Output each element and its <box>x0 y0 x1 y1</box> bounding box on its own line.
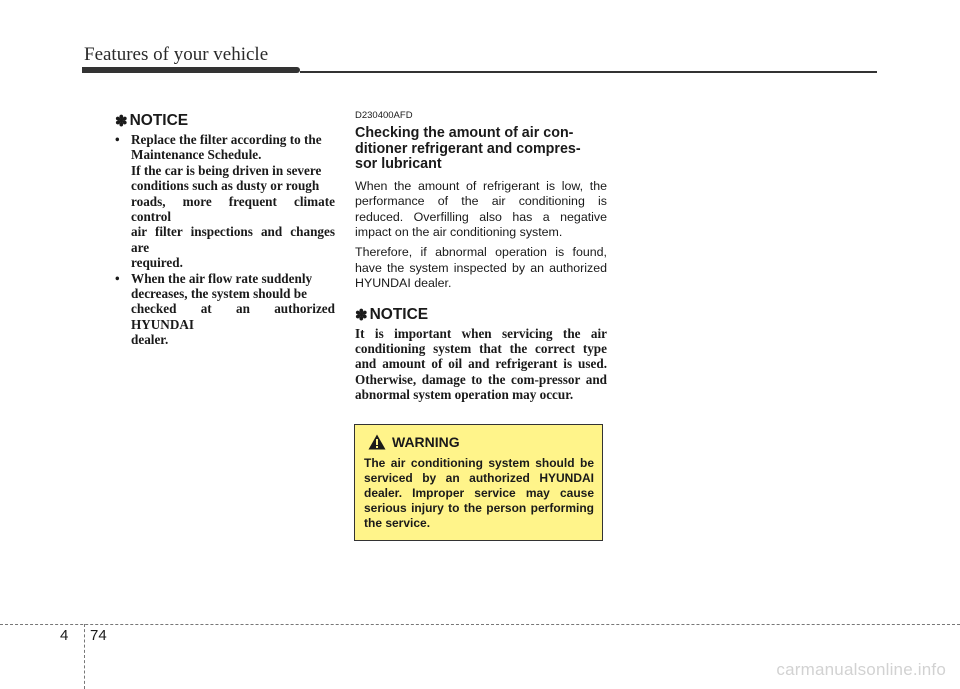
left-column <box>115 112 335 348</box>
bullet-line: decreases, the system should be <box>131 286 307 302</box>
list-item <box>115 132 335 271</box>
warning-text: The air conditioning system should be serviced by an authorized HYUNDAI dealer. Improper service may cause serious injury to the person performing the service. <box>364 456 594 531</box>
header-bar <box>82 67 300 73</box>
footer-vertical-divider <box>84 624 85 689</box>
bullet-line: checked at an authorized HYUNDAI <box>131 301 335 332</box>
bullet-line: When the air flow rate suddenly <box>131 270 313 286</box>
bullet-line: Replace the filter according to the <box>131 132 322 147</box>
footer-divider <box>0 624 960 625</box>
right-column <box>355 110 607 403</box>
notice-heading <box>355 306 607 324</box>
header-rule <box>300 71 877 73</box>
bullet-icon: • <box>115 270 120 286</box>
notice-text: It is important when servicing the air conditioning system that the correct type and amount of oil and refrigerant is used. Otherwise, damage to the com-pressor and abnormal system operation may occur. <box>355 325 607 403</box>
page-title: Features of your vehicle <box>84 44 269 65</box>
bullet-line: conditions such as dusty or rough <box>131 178 320 194</box>
bullet-line: roads, more frequent climate control <box>131 193 335 225</box>
notice-title: NOTICE <box>129 112 189 129</box>
body-paragraph: Therefore, if abnormal operation is found, have the system inspected by an authorized HYUNDAI dealer. <box>355 245 607 291</box>
bullet-icon: • <box>115 132 120 147</box>
section-code: D230400AFD <box>355 110 413 121</box>
notice-title: NOTICE <box>369 305 429 323</box>
notice-heading <box>115 112 335 130</box>
heading-line: sor lubricant <box>355 156 442 173</box>
bullet-line: If the car is being driven in severe <box>131 162 322 178</box>
section-heading <box>355 126 607 173</box>
bullet-line: required. <box>131 255 183 271</box>
warning-heading <box>368 434 594 450</box>
warning-label: WARNING <box>392 434 460 450</box>
notice-block <box>355 306 607 403</box>
body-paragraph: When the amount of refrigerant is low, the performance of the air conditioning is reduced. Overfilling also has a negative impact on the air conditioning system. <box>355 178 607 239</box>
chapter-number: 4 <box>60 627 69 644</box>
notice-star-icon: ✽ <box>355 306 368 324</box>
heading-line: Checking the amount of air con- <box>355 125 574 141</box>
notice-star-icon: ✽ <box>115 113 128 130</box>
bullet-line: dealer. <box>131 332 169 348</box>
bullet-line: air filter inspections and changes are <box>131 224 335 255</box>
notice-bullet-list <box>115 132 335 348</box>
heading-line: ditioner refrigerant and compres- <box>355 140 581 157</box>
warning-box <box>354 424 603 541</box>
page-number: 74 <box>90 627 107 644</box>
list-item <box>115 271 335 348</box>
watermark: carmanualsonline.info <box>776 660 946 679</box>
warning-triangle-icon <box>368 434 386 450</box>
bullet-line: Maintenance Schedule. <box>131 147 262 163</box>
